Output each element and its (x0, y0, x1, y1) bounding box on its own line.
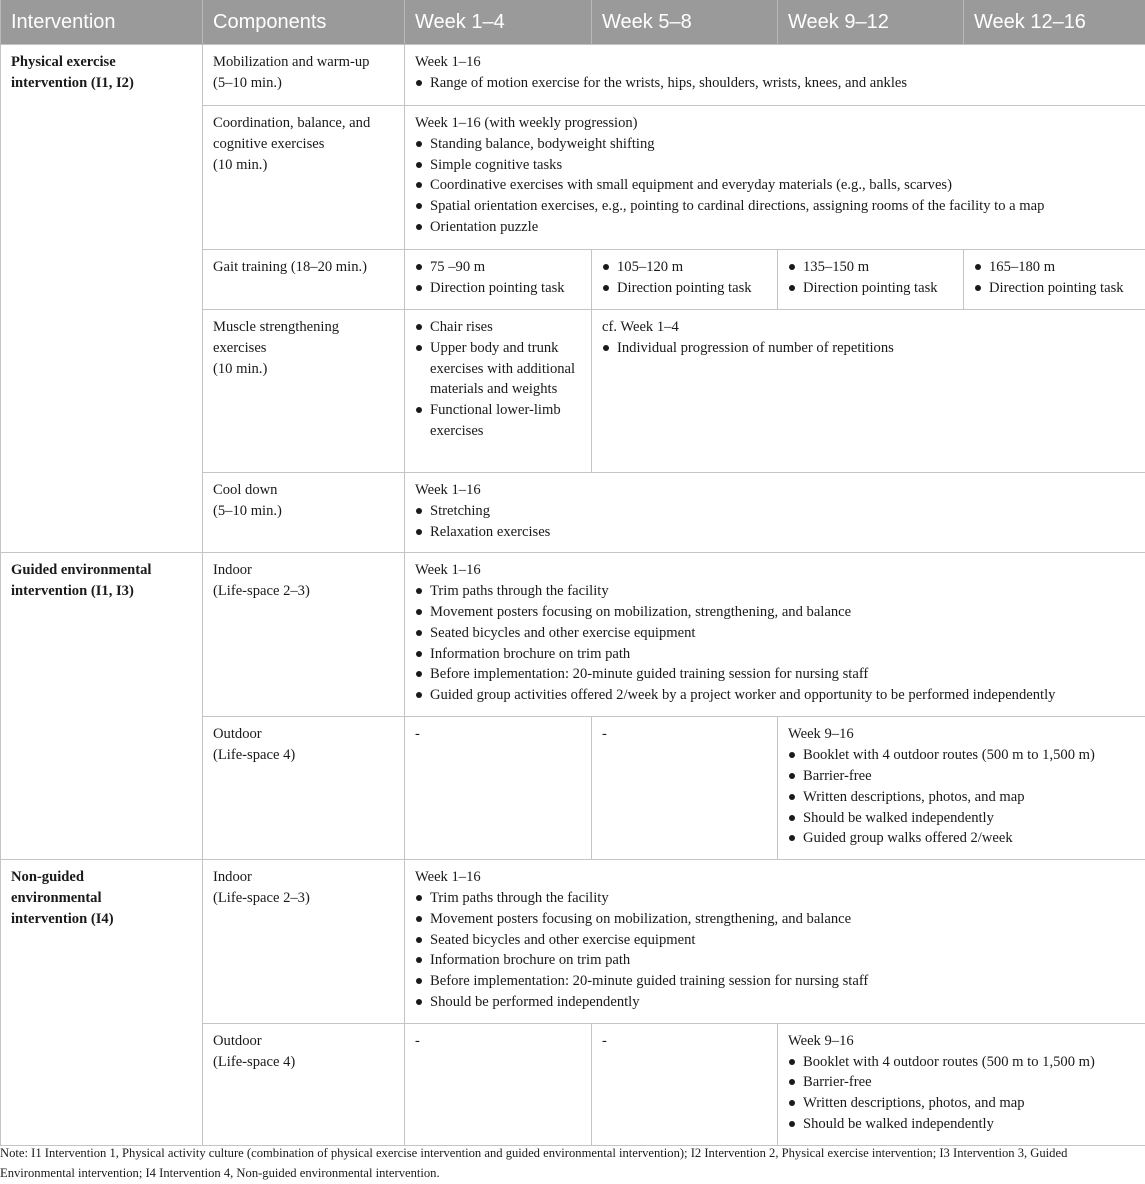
list-item: Upper body and trunk exercises with additional materials and weights (415, 338, 583, 400)
mobilization-schedule: Week 1–16 Range of motion exercise for the wrists, hips, shoulders, wrists, knees, and ankles (405, 45, 1145, 106)
gait-week-1-4 (405, 250, 592, 310)
guided-outdoor-week-9-16: Week 9–16 Booklet with 4 outdoor routes (500 m to 1,500 m) Barrier-free Written descriptions, photos, and map Should be walked independently Guided group walks offered 2/week (778, 717, 1145, 860)
list-item: Standing balance, bodyweight shifting (415, 134, 1137, 155)
list-item: Barrier-free (788, 766, 1137, 787)
intervention-physical-exercise: Physical exercise intervention (I1, I2) (1, 45, 203, 553)
component-nonguided-outdoor: Outdoor (Life-space 4) (203, 1023, 405, 1145)
list-item: Should be walked independently (788, 808, 1137, 829)
table-row (1, 45, 1145, 106)
list-item: Information brochure on trim path (415, 644, 1137, 665)
cooldown-schedule: Week 1–16 Stretching Relaxation exercises (405, 473, 1145, 553)
list-item: Barrier-free (788, 1072, 1137, 1093)
list-item: Guided group activities offered 2/week by a project worker and opportunity to be performed independently (415, 685, 1137, 706)
header-week-9-12: Week 9–12 (778, 0, 964, 45)
nonguided-outdoor-week-5-8: - (592, 1023, 778, 1145)
guided-outdoor-week-1-4: - (405, 717, 592, 860)
list-item: Direction pointing task (788, 278, 955, 299)
component-guided-indoor: Indoor (Life-space 2–3) (203, 553, 405, 717)
header-components: Components (203, 0, 405, 45)
header-intervention: Intervention (1, 0, 203, 45)
header-week-12-16: Week 12–16 (964, 0, 1145, 45)
component-nonguided-indoor: Indoor (Life-space 2–3) (203, 860, 405, 1024)
muscle-week-5-16: cf. Week 1–4 Individual progression of number of repetitions (592, 310, 1145, 473)
nonguided-indoor-schedule: Week 1–16 Trim paths through the facility Movement posters focusing on mobilization, strengthening, and balance Seated bicycles and other exercise equipment Information brochure on trim path Before implementation: 20-minute guided training session for nursing staff Should be performed independently (405, 860, 1145, 1024)
component-guided-outdoor: Outdoor (Life-space 4) (203, 717, 405, 860)
component-mobilization: Mobilization and warm-up (5–10 min.) (203, 45, 405, 106)
intervention-non-guided-environmental: Non-guided environmental intervention (I4) (1, 860, 203, 1146)
nonguided-outdoor-week-1-4: - (405, 1023, 592, 1145)
list-item: Written descriptions, photos, and map (788, 787, 1137, 808)
list-item: Guided group walks offered 2/week (788, 828, 1137, 849)
list-item: Before implementation: 20-minute guided training session for nursing staff (415, 971, 1137, 992)
list-item: Individual progression of number of repetitions (602, 338, 1137, 359)
list-item: Orientation puzzle (415, 217, 1137, 238)
list-item: Booklet with 4 outdoor routes (500 m to 1,500 m) (788, 745, 1137, 766)
header-week-1-4: Week 1–4 (405, 0, 592, 45)
component-coordination: Coordination, balance, and cognitive exercises (10 min.) (203, 106, 405, 250)
list-item: Coordinative exercises with small equipment and everyday materials (e.g., balls, scarves) (415, 175, 1137, 196)
table-footnote: Note: I1 Intervention 1, Physical activity culture (combination of physical exercise intervention and guided environmental intervention); I2 Intervention 2, Physical exercise intervention; I3 Intervention 3, Guided Environmental intervention; I4 Intervention 4, Non-guided environmental intervention. (0, 1146, 1068, 1180)
list-item: Written descriptions, photos, and map (788, 1093, 1137, 1114)
list-item: Seated bicycles and other exercise equipment (415, 623, 1137, 644)
list-item: Range of motion exercise for the wrists, hips, shoulders, wrists, knees, and ankles (415, 73, 1137, 94)
nonguided-outdoor-week-9-16: Week 9–16 Booklet with 4 outdoor routes (500 m to 1,500 m) Barrier-free Written descriptions, photos, and map Should be walked independently (778, 1023, 1145, 1145)
list-item: Relaxation exercises (415, 522, 1137, 543)
list-item: Trim paths through the facility (415, 581, 1137, 602)
list-item: Information brochure on trim path (415, 950, 1137, 971)
gait-week-5-8 (592, 250, 778, 310)
list-item: Spatial orientation exercises, e.g., pointing to cardinal directions, assigning rooms of the facility to a map (415, 196, 1137, 217)
list-item: 135–150 m (788, 257, 955, 278)
list-item: Booklet with 4 outdoor routes (500 m to 1,500 m) (788, 1052, 1137, 1073)
list-item: Should be performed independently (415, 992, 1137, 1013)
component-gait-training: Gait training (18–20 min.) (203, 250, 405, 310)
list-item: Before implementation: 20-minute guided training session for nursing staff (415, 664, 1137, 685)
muscle-week-1-4 (405, 310, 592, 473)
list-item: 75 –90 m (415, 257, 583, 278)
list-item: Seated bicycles and other exercise equipment (415, 930, 1137, 951)
list-item: Direction pointing task (974, 278, 1137, 299)
guided-outdoor-week-5-8: - (592, 717, 778, 860)
list-item: Chair rises (415, 317, 583, 338)
gait-week-9-12 (778, 250, 964, 310)
intervention-guided-environmental: Guided environmental intervention (I1, I3) (1, 553, 203, 860)
list-item: Should be walked independently (788, 1114, 1137, 1135)
list-item: Movement posters focusing on mobilization, strengthening, and balance (415, 909, 1137, 930)
component-muscle-strengthening: Muscle strengthening exercises (10 min.) (203, 310, 405, 473)
list-item: Simple cognitive tasks (415, 155, 1137, 176)
component-cool-down: Cool down (5–10 min.) (203, 473, 405, 553)
list-item: 165–180 m (974, 257, 1137, 278)
coordination-schedule: Week 1–16 (with weekly progression) Standing balance, bodyweight shifting Simple cognitive tasks Coordinative exercises with small equipment and everyday materials (e.g., balls, scarves) Spatial orientation exercises, e.g., pointing to cardinal directions, assigning rooms of the facility to a map Orientation puzzle (405, 106, 1145, 250)
list-item: Stretching (415, 501, 1137, 522)
list-item: 105–120 m (602, 257, 769, 278)
table-header-row (1, 0, 1145, 45)
list-item: Functional lower-limb exercises (415, 400, 583, 442)
header-week-5-8: Week 5–8 (592, 0, 778, 45)
list-item: Direction pointing task (415, 278, 583, 299)
table-row (1, 860, 1145, 1024)
gait-week-12-16 (964, 250, 1145, 310)
list-item: Movement posters focusing on mobilization, strengthening, and balance (415, 602, 1137, 623)
list-item: Direction pointing task (602, 278, 769, 299)
guided-indoor-schedule: Week 1–16 Trim paths through the facility Movement posters focusing on mobilization, strengthening, and balance Seated bicycles and other exercise equipment Information brochure on trim path Before implementation: 20-minute guided training session for nursing staff Guided group activities offered 2/week by a project worker and opportunity to be performed independently (405, 553, 1145, 717)
list-item: Trim paths through the facility (415, 888, 1137, 909)
table-row (1, 553, 1145, 717)
